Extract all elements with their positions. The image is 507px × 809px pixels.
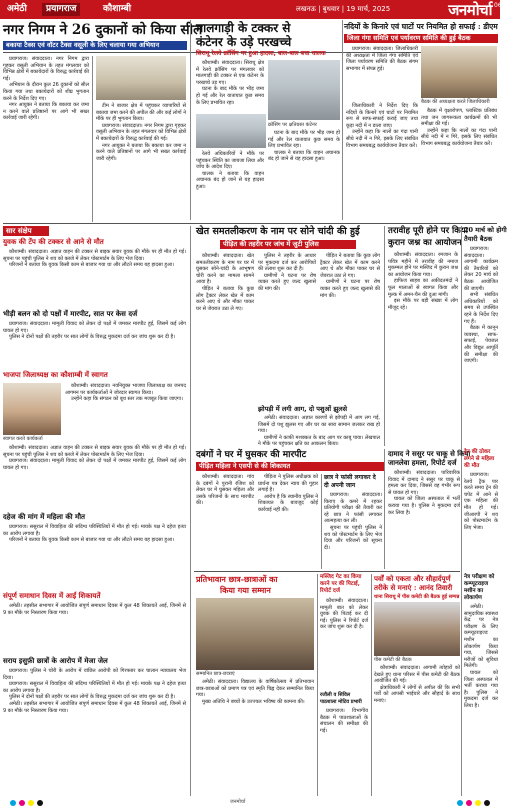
lead-paragraph: अभियान के दौरान कुल 26 दुकानों को सील किया गया तथा बकायेदारों को शीघ्र भुगतान करने के निर्देश दिए गए। — [3, 82, 89, 102]
paper-name: जनमोर्चा — [448, 1, 492, 19]
beating-paragraph: कौशाम्बी। संवाददाता। मामूली बात को लेकर युवक की पिटाई कर दी गई। पुलिस ने रिपोर्ट दर्ज कर जांच शुरू कर दी है। — [320, 598, 368, 631]
brief-paragraph: प्रयागराज। ससुराल में विवाहिता की संदिग्ध परिस्थितियों में मौत हो गई। मायके पक्ष ने दहेज हत्या का आरोप लगाया है। — [3, 524, 186, 537]
brief3-body-more — [3, 445, 186, 511]
column-divider — [461, 226, 462, 796]
truck-headline-line1: मालगाड़ी के टक्कर से — [196, 21, 291, 35]
page-number: 06 — [494, 2, 502, 9]
brief4-title: दहेज की मांग में महिला की मौत — [3, 513, 86, 521]
river-paragraph: उन्होंने कहा कि नालों का गंदा पानी सीधे नदी में न गिरे, इसके लिए संबंधित विभाग समयबद्ध कार्ययोजना तैयार करें। — [421, 127, 497, 147]
brief5-body — [3, 603, 186, 655]
registration-mark-yellow — [475, 800, 481, 806]
eye-machine-body — [464, 604, 498, 794]
truck-paragraph: रेलवे अधिकारियों ने मौके पर पहुंचकर स्थिति का जायजा लिया और जांच के आदेश दिए। — [196, 151, 264, 171]
land-body-col2 — [258, 253, 316, 403]
city-tab-amethi[interactable]: अमेठी — [7, 4, 27, 14]
beating-headline: मस्जिद गेट का किया करने पर की पिटाई, रिपोर्ट दर्ज — [320, 574, 362, 594]
land-paragraph: पीड़ित ने बताया कि कुछ लोग ट्रैक्टर लेकर खेत में काम करने आए थे और मौका पाकर घर से जेवरात उठा ले गए। — [196, 285, 254, 312]
land-subhead: पीड़ित की तहरीर पर जांच में जुटी पुलिस — [220, 240, 356, 249]
truck-photo-caption: क्रॉसिंग पर क्षतिग्रस्त कंटेनर — [268, 122, 317, 128]
fire-paragraph: ग्रामीणों ने काफी मशक्कत के बाद आग पर काबू पाया। लेखपाल ने मौके पर पहुंचकर क्षति का आकलन किया। — [258, 434, 380, 448]
column-divider — [342, 20, 343, 220]
awards-photo — [196, 598, 314, 670]
fire-paragraph: अमेठी। संवाददाता। अज्ञात कारणों से झोपड़ी में आग लग गई, जिसमें दो पशु झुलस गए और घर का सारा सामान जलकर राख हो गया। — [258, 415, 380, 435]
awards-caption: सम्मानित छात्र-छात्राएं — [196, 671, 235, 677]
column-divider — [371, 574, 372, 796]
river-body-col1 — [346, 103, 418, 221]
truck-photo-2 — [196, 114, 266, 148]
fire-headline: झोपड़ी में लगी आग, दो पशुओं झुलसे — [258, 405, 348, 413]
brief-paragraph: पुलिस ने दोनों पक्षों की तहरीर पर सात लोगों के विरुद्ध मुकदमा दर्ज कर जांच शुरू कर दी है। — [9, 694, 176, 701]
district-body — [320, 708, 368, 794]
registration-mark-yellow — [28, 800, 34, 806]
brief-paragraph: परिजनों ने बताया कि युवक किसी काम से बाजार गया था और लौटते समय यह हादसा हुआ। — [9, 537, 175, 544]
meeting-headline-line2: तैयारी बैठक — [464, 235, 493, 243]
river-paragraph: जिलाधिकारी ने निर्देश दिए कि नदियों के किनारे एवं घाटों पर नियमित रूप से साफ-सफाई कराई जाए तथा कूड़ा नदी में न डाला जाए। — [346, 103, 418, 129]
column-divider — [317, 574, 318, 796]
row3-rule — [194, 571, 460, 572]
land-paragraph: पीड़ित ने बताया कि कुछ लोग ट्रैक्टर लेकर खेत में काम करने आए थे और मौका पाकर घर से जेवरात उठा ले गए। — [320, 253, 380, 279]
river-paragraph: बैठक में वृक्षारोपण, प्लास्टिक प्रतिबंध तथा जन जागरूकता कार्यक्रमों की भी समीक्षा की गई। — [421, 108, 497, 128]
brief-paragraph: कौशाम्बी। संवाददाता। अज्ञात वाहन की टक्कर से बाइक सवार युवक की मौके पर ही मौत हो गई। सूचना पर पहुंची पुलिस ने शव को कब्जे में लेकर पोस्टमार्टम के लिए भेज दिया। — [3, 445, 186, 458]
river-body-top — [346, 46, 418, 100]
land-paragraph: ग्रामीणों ने घटना पर रोष व्यक्त करते हुए जल्द खुलासे की मांग की। — [258, 272, 316, 292]
brief3-photo — [3, 383, 61, 435]
brief6-body — [3, 668, 186, 793]
district-label: रजौली व सिविल पाठशाला मोटिव प्रभारी — [320, 692, 362, 705]
festival-photo — [374, 602, 460, 656]
religion-paragraph: हाफिज साहब का अकीदतमंदों ने फूल मालाओं से स्वागत किया और मुल्क में अमन-चैन की दुआ मांगी। — [388, 278, 458, 298]
brief-paragraph: कौशाम्बी। संवाददाता। अज्ञात वाहन की टक्कर से बाइक सवार युवक की मौके पर ही मौत हो गई। सूचना पर पहुंची पुलिस ने शव को कब्जे में लेकर पोस्टमार्टम के लिए भेज दिया। — [3, 249, 186, 262]
brief-paragraph: उन्होंने कहा कि संगठन को बूथ स्तर तक मजबूत किया जाएगा। — [71, 396, 183, 403]
festival-body — [374, 665, 460, 794]
column-divider — [384, 226, 385, 446]
brief-paragraph: प्रयागराज। पुलिस ने चोरी के आरोप में वांछित आरोपी को गिरफ्तार कर चालान न्यायालय भेज दिया। — [3, 668, 186, 681]
brief-paragraph: प्रयागराज। ससुराल में विवाहिता की संदिग्ध परिस्थितियों में मौत हो गई। मायके पक्ष ने दहेज हत्या का आरोप लगाया है। — [3, 681, 186, 694]
assault-paragraph: कौशाम्बी। संवाददाता। गांव के दबंगों ने पुरानी रंजिश को लेकर घर में घुसकर महिला और उसके परिजनों के साथ मारपीट की। — [196, 474, 254, 507]
brief3-caption: स्वागत करते कार्यकर्ता — [3, 436, 43, 442]
meeting-body — [464, 246, 498, 446]
eye-machine-headline: नेत्र परीक्षण को कम्प्यूटराइज मशीन का लोकार्पण — [464, 574, 495, 601]
sonlaw-headline-line1: दामाद ने ससुर पर चाकू से किया — [388, 449, 471, 458]
registration-mark-magenta — [19, 800, 25, 806]
briefs-label: सार संक्षेप — [3, 226, 49, 236]
meeting-paragraph: प्रयागराज। संवाददाता। आगामी कार्यक्रम की तैयारियों को लेकर 20 मार्च को बैठक आयोजित की जाएगी। — [464, 246, 498, 292]
registration-mark-black — [37, 800, 43, 806]
truck-subhead: सिराथू रेलवे क्रॉसिंग पर हुआ हादसा, बाल-बाल बचा चालक — [196, 50, 326, 57]
brief1-title: युवक की टेंप की टक्कर से आने से मौत — [3, 238, 104, 246]
district-paragraph: प्रयागराज। विभागीय बैठक में पाठशालाओं के संचालन की समीक्षा की गई। — [320, 708, 368, 734]
student-paragraph: सूचना पर पहुंची पुलिस ने शव को पोस्टमार्टम के लिए भेज दिया और परिजनों को सूचना दी। — [324, 524, 382, 551]
sonlaw-body — [388, 470, 460, 569]
truck-body-top — [196, 60, 264, 112]
religion-headline-line2: कुरान जश्न का आयोजन — [388, 238, 462, 248]
awards-headline-line2: किया गया सम्मान — [220, 585, 271, 595]
river-paragraph: उन्होंने कहा कि नालों का गंदा पानी सीधे नदी में न गिरे, इसके लिए संबंधित विभाग समयबद्ध कार्ययोजना तैयार करें। — [346, 129, 418, 149]
truck-paragraph: घटना के बाद मौके पर भीड़ जमा हो गई और रेल यातायात कुछ समय के लिए प्रभावित रहा। — [196, 86, 264, 106]
brief4-body — [3, 524, 186, 590]
sonlaw-paragraph: कौशाम्बी। संवाददाता। पारिवारिक विवाद में दामाद ने ससुर पर चाकू से हमला कर दिया, जिससे वह गंभीर रूप से घायल हो गए। — [388, 470, 460, 496]
brief-paragraph: प्रयागराज। संवाददाता। मामूली विवाद को लेकर दो पक्षों में जमकर मारपीट हुई, जिसमें कई लोग घायल हो गए। — [3, 458, 186, 471]
river-paragraph: प्रयागराज। संवाददाता। जिलाधिकारी की अध्यक्षता में जिला गंगा समिति एवं जिला पर्यावरण समिति की बैठक संगम सभागार में संपन्न हुई। — [346, 46, 418, 72]
brief3-body — [65, 383, 186, 443]
sonlaw-paragraph: घायल को जिला अस्पताल में भर्ती कराया गया है। पुलिस ने मुकदमा दर्ज कर लिया है। — [388, 496, 460, 516]
truck-paragraph: घटना के बाद मौके पर भीड़ जमा हो गई और रेल यातायात कुछ समय के लिए प्रभावित रहा। — [268, 130, 340, 150]
meeting-paragraph: बैठक में कानून व्यवस्था, साफ-सफाई, पेयजल और विद्युत आपूर्ति की समीक्षा की जाएगी। — [464, 325, 498, 365]
brief5-title: संपूर्ण समाधान दिवस में आईं शिकायतें — [3, 592, 101, 600]
lead-paragraph: नगर आयुक्त ने बताया कि बकाया कर जमा न करने वाले प्रतिष्ठानों पर आगे भी सख्त कार्रवाई जारी रहेगी। — [3, 102, 89, 122]
brief2-body — [3, 321, 186, 369]
assault-paragraph: पीड़िता ने पुलिस अधीक्षक को प्रार्थना पत्र देकर न्याय की गुहार लगाई है। — [258, 474, 318, 494]
truck-paragraph: कौशाम्बी। संवाददाता। सिराथू क्षेत्र में रेलवे क्रॉसिंग पर मंगलवार को मालगाड़ी की टक्कर से एक कंटेनर के परखच्चे उड़ गए। — [196, 60, 264, 86]
land-paragraph: ग्रामीणों ने घटना पर रोष व्यक्त करते हुए जल्द खुलासे की मांग की। — [320, 279, 380, 299]
religion-paragraph: इस मौके पर बड़ी संख्या में लोग मौजूद रहे। — [388, 298, 458, 311]
dateline: लखनऊ | बुधवार | 19 मार्च, 2025 — [296, 5, 391, 13]
land-paragraph: कौशाम्बी। संवाददाता। खेत समतलीकरण के नाम पर घर में घुसकर सोने-चांदी के आभूषण चोरी करने का मामला सामने आया है। — [196, 253, 254, 286]
brief-paragraph: प्रयागराज। संवाददाता। मामूली विवाद को लेकर दो पक्षों में जमकर मारपीट हुई, जिसमें कई लोग घायल हो गए। — [3, 321, 186, 334]
truck-headline-line2: कंटेनर के उड़े परखच्चे — [196, 35, 292, 49]
assault-headline: दबंगों ने घर में घुसकर की मारपीट — [196, 450, 307, 460]
brief1-body — [3, 249, 186, 309]
column-divider — [321, 474, 322, 569]
meeting-headline-line1: 20 मार्च को होगी — [464, 226, 507, 234]
brief-paragraph: अमेठी। तहसील सभागार में आयोजित संपूर्ण समाधान दिवस में कुल 48 शिकायतें आईं, जिनमें से 9 का मौके पर निस्तारण किया गया। — [3, 700, 186, 714]
row2-rule — [3, 223, 497, 224]
awards-paragraph: मुख्य अतिथि ने बच्चों के उज्ज्वल भविष्य की कामना की। — [202, 698, 305, 705]
assault-body-col1 — [196, 474, 254, 569]
festival-paragraph: कौशाम्बी। संवाददाता। आगामी त्योहारों को देखते हुए थाना परिसर में पीस कमेटी की बैठक आयोजित की गई। — [374, 665, 460, 685]
brief-paragraph: पुलिस ने दोनों पक्षों की तहरीर पर सात लोगों के विरुद्ध मुकदमा दर्ज कर जांच शुरू कर दी है। — [9, 334, 176, 341]
awards-headline-line1: प्रतिभावान छात्र-छात्राओं का — [196, 574, 278, 584]
truck-paragraph: चालक ने बताया कि वाहन अचानक बंद हो जाने से यह हादसा हुआ। — [268, 149, 340, 163]
column-divider — [190, 226, 191, 796]
assault-subhead: पीड़ित महिला ने एसपी से की शिकायत — [196, 462, 384, 471]
column-divider — [384, 449, 385, 569]
festival-caption: पीस कमेटी की बैठक — [374, 657, 412, 663]
lead-paragraph: प्रयागराज। संवाददाता। नगर निगम द्वारा गृहकर वसूली अभियान के तहत मंगलवार को विभिन्न क्षेत्रों में बकायेदारों के विरुद्ध कार्रवाई की गई। — [96, 122, 186, 142]
awards-body — [196, 679, 314, 794]
lead-subhead: बकाया टैक्स एवं वॉटर टैक्स वसूली के लिए चलाया गया अभियान — [3, 41, 187, 50]
river-headline: नदियों के किनारे एवं घाटों पर नियमित हो सफाई : डीएम — [344, 22, 498, 31]
brief-paragraph: कौशाम्बी। संवाददाता। नवनियुक्त भाजपा जिलाध्यक्ष का जनपद आगमन पर कार्यकर्ताओं ने जोरदार स्वागत किया। — [65, 383, 186, 396]
registration-mark-cyan — [10, 800, 16, 806]
train-headline: ट्रेन की ठोकर लगने से महिला की मौत — [464, 449, 495, 469]
eye-paragraph: अमेठी। सामुदायिक स्वास्थ्य केंद्र पर नेत्र परीक्षण के लिए कम्प्यूटराइज्ड मशीन का लोकार्पण किया गया, जिससे मरीजों को सुविधा मिलेगी। — [464, 604, 498, 670]
lead-photo — [96, 56, 186, 100]
meeting-paragraph: सभी संबंधित अधिकारियों को समय से उपस्थित रहने के निर्देश दिए गए हैं। — [464, 292, 498, 325]
lead-paragraph: नगर आयुक्त ने बताया कि बकाया कर जमा न करने वाले प्रतिष्ठानों पर आगे भी सख्त कार्रवाई जारी रहेगी। — [96, 142, 186, 162]
religion-paragraph: कौशाम्बी। संवाददाता। रमजान के पवित्र महीने में तरावीह की नमाज मुकम्मल होने पर मस्जिद में कुरान जश्न का आयोजन किया गया। — [388, 252, 458, 278]
eye-paragraph: घायल को जिला अस्पताल में भर्ती कराया गया है। पुलिस ने मुकदमा दर्ज कर लिया है। — [464, 669, 498, 709]
brief-paragraph: अमेठी। तहसील सभागार में आयोजित संपूर्ण समाधान दिवस में कुल 48 शिकायतें आईं, जिनमें से 9 का मौके पर निस्तारण किया गया। — [3, 603, 186, 616]
registration-mark-magenta — [466, 800, 472, 806]
awards-paragraph: अमेठी। संवाददाता। विद्यालय के वार्षिकोत्सव में प्रतिभावान छात्र-छात्राओं को प्रमाण पत्र एवं स्मृति चिह्न देकर सम्मानित किया गया। — [196, 679, 314, 699]
land-headline: खेत समतलीकरण के नाम पर सोने चांदी की हुई — [196, 226, 360, 237]
festival-subhead: थाना सिराथू में पीस कमेटी की बैठक हुई सम्पन्न — [374, 594, 460, 600]
festival-paragraph: क्षेत्राधिकारी ने लोगों से अपील की कि सभी पर्वों को आपसी भाईचारे और सौहार्द के साथ मनाएं। — [374, 684, 460, 704]
student-paragraph: प्रयागराज। संवाददाता। किराए के कमरे में रहकर प्रतियोगी परीक्षा की तैयारी कर रहे छात्र ने फांसी लगाकर आत्महत्या कर ली। — [324, 492, 382, 525]
lead-body-col2 — [96, 103, 186, 222]
festival-headline-line1: पर्वों को एकता और सौहार्दपूर्ण — [374, 574, 451, 583]
river-photo-caption: बैठक की अध्यक्षता करते जिलाधिकारी — [421, 99, 490, 105]
brief3-title: भाजपा जिलाध्यक्ष का कौशाम्बी में स्वागत — [3, 371, 108, 379]
truck-body-col1 — [196, 151, 264, 221]
footer-edition: जनमोर्चा — [230, 799, 246, 805]
assault-body-col2 — [258, 474, 318, 569]
river-photo — [421, 46, 497, 98]
religion-headline-line1: तरावीह पूरी होने पर किया — [388, 226, 468, 236]
lead-paragraph: टीम ने बाजार क्षेत्र में पहुंचकर व्यापारियों से बकाया जमा करने की अपील की और कई लोगों ने मौके पर ही भुगतान किया। — [96, 103, 186, 123]
river-subhead: जिला गंगा समिति एवं पर्यावरण समिति की हुई बैठक — [344, 34, 498, 43]
sonlaw-headline-line2: जानलेवा हमला, रिपोर्ट दर्ज — [388, 458, 457, 467]
footer-bar — [0, 797, 500, 809]
column-divider — [190, 20, 191, 220]
city-tab-prayagraj[interactable]: प्रयागराज — [42, 3, 80, 16]
registration-mark-cyan — [457, 800, 463, 806]
lead-headline: नगर निगम ने 26 दुकानों को किया सील — [3, 22, 203, 38]
land-body-col1 — [196, 253, 254, 403]
assault-paragraph: आरोप है कि स्थानीय पुलिस ने शिकायत के बावजूद कोई कार्रवाई नहीं की। — [258, 493, 319, 513]
fire-body — [258, 415, 380, 447]
land-body-col3 — [320, 253, 380, 403]
truck-paragraph: चालक ने बताया कि वाहन अचानक बंद हो जाने से यह हादसा हुआ। — [196, 170, 264, 190]
lead-paragraph: प्रयागराज। संवाददाता। नगर निगम द्वारा गृहकर वसूली अभियान के तहत मंगलवार को विभिन्न क्षेत्रों में बकायेदारों के विरुद्ध कार्रवाई की गई। — [3, 56, 89, 82]
truck-body-col2 — [268, 130, 340, 221]
brief6-title: सराय इसुफ़ी छात्रों के आरोप में मेजा जेल — [3, 657, 108, 665]
river-body-col2 — [421, 108, 497, 221]
column-divider — [92, 56, 93, 222]
city-tab-kaushambi[interactable]: कौशाम्बी — [103, 4, 132, 14]
registration-mark-black — [484, 800, 490, 806]
festival-headline-line2: तरीके से मनाएं : आनंद तिवारी — [374, 583, 453, 592]
lead-body-col1 — [3, 56, 89, 222]
train-paragraph: प्रयागराज। रेलवे ट्रैक पार करते समय ट्रेन की चपेट में आने से एक महिला की मौत हो गई। जीआरपी ने शव को पोस्टमार्टम के लिए भेजा। — [464, 472, 498, 531]
student-headline: छात्र ने फांसी लगाकर दे दी अपनी जान — [324, 474, 376, 489]
student-body — [324, 492, 382, 569]
brief2-title: भीड़ी बलन को दो पक्षों में मारपीट, सात पर केस दर्ज — [3, 310, 138, 318]
truck-photo — [268, 60, 340, 120]
beating-body — [320, 598, 368, 690]
land-paragraph: पुलिस ने तहरीर के आधार पर मुकदमा दर्ज कर आरोपियों की तलाश शुरू कर दी है। — [258, 253, 316, 273]
train-body — [464, 472, 498, 569]
religion-body — [388, 252, 458, 446]
brief-paragraph: परिजनों ने बताया कि युवक किसी काम से बाजार गया था और लौटते समय यह हादसा हुआ। — [9, 262, 175, 269]
